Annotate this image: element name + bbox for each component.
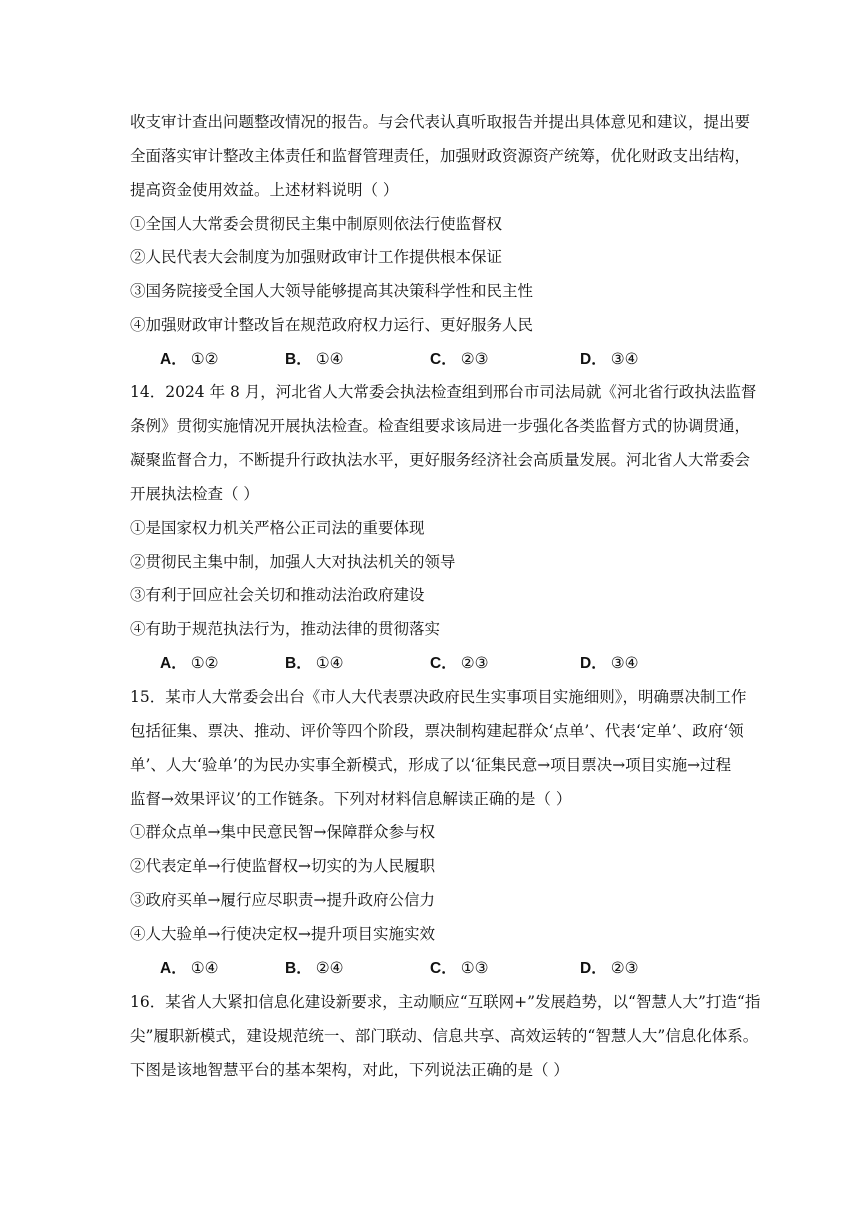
q14-stem-line-3: 凝聚监督合力，不断提升行政执法水平，更好服务经济社会高质量发展。河北省人大常委会 xyxy=(130,451,751,469)
q14-statement-4: ④有助于规范执法行为，推动法律的贯彻落实 xyxy=(130,620,441,638)
option-key: D． xyxy=(580,351,607,368)
q16-stem-line-3: 下图是该地智慧平台的基本架构，对此，下列说法正确的是（ ） xyxy=(130,1061,569,1079)
q15-option-b[interactable] xyxy=(285,958,344,979)
q13-options xyxy=(160,349,680,369)
option-value: ②③ xyxy=(460,350,489,368)
option-value: ①④ xyxy=(315,654,344,672)
option-key: A． xyxy=(160,655,187,672)
q15-statement-4: ④人大验单→行使决定权→提升项目实施实效 xyxy=(130,925,435,943)
option-key: B． xyxy=(285,351,312,368)
q15-stem-line-2: 包括征集、票决、推动、评价等四个阶段，票决制构建起群众‘点单’、代表‘定单’、政府‘领 xyxy=(130,722,744,740)
q15-option-d[interactable] xyxy=(580,958,639,979)
q13-option-b[interactable] xyxy=(285,349,344,370)
q15-stem-line-4: 监督→效果评议’的工作链条。下列对材料信息解读正确的是（ ） xyxy=(130,790,572,808)
q15-options xyxy=(160,958,680,978)
option-key: B． xyxy=(285,655,312,672)
q16-stem-line-2: 尖”履职新模式，建设规范统一、部门联动、信息共享、高效运转的“智慧人大”信息化体系。 xyxy=(130,1027,759,1045)
option-value: ①② xyxy=(190,654,219,672)
q14-options xyxy=(160,653,680,673)
option-value: ③④ xyxy=(610,654,639,672)
option-key: A． xyxy=(160,351,187,368)
option-key: A． xyxy=(160,960,187,977)
option-key: C． xyxy=(430,351,457,368)
q13-stem-line-2: 全面落实审计整改主体责任和监督管理责任，加强财政资源资产统筹，优化财政支出结构， xyxy=(130,147,751,165)
option-value: ③④ xyxy=(610,350,639,368)
q14-stem-line-4: 开展执法检查（ ） xyxy=(130,485,259,503)
q15-statement-3: ③政府买单→履行应尽职责→提升政府公信力 xyxy=(130,891,435,909)
option-value: ②③ xyxy=(460,654,489,672)
option-key: C． xyxy=(430,655,457,672)
q13-option-c[interactable] xyxy=(430,349,489,370)
q14-statement-3: ③有利于回应社会关切和推动法治政府建设 xyxy=(130,586,425,604)
option-key: D． xyxy=(580,655,607,672)
q14-statement-2: ②贯彻民主集中制，加强人大对执法机关的领导 xyxy=(130,553,456,571)
q13-stem-line-1: 收支审计查出问题整改情况的报告。与会代表认真听取报告并提出具体意见和建议，提出要 xyxy=(130,113,751,131)
q13-option-d[interactable] xyxy=(580,349,639,370)
q14-option-b[interactable] xyxy=(285,653,344,674)
q13-stem-line-3: 提高资金使用效益。上述材料说明（ ） xyxy=(130,181,399,199)
option-key: C． xyxy=(430,960,457,977)
q15-stem-line-1: 15．某市人大常委会出台《市人大代表票决政府民生实事项目实施细则》，明确票决制工作 xyxy=(130,688,747,706)
option-value: ①④ xyxy=(190,959,219,977)
q14-statement-1: ①是国家权力机关严格公正司法的重要体现 xyxy=(130,519,425,537)
q14-option-d[interactable] xyxy=(580,653,639,674)
option-value: ①③ xyxy=(460,959,489,977)
option-value: ①② xyxy=(190,350,219,368)
q15-stem-line-3: 单’、人大‘验单’的为民办实事全新模式，形成了以‘征集民意→项目票决→项目实施→过程 xyxy=(130,756,732,774)
option-value: ②④ xyxy=(315,959,344,977)
q15-statement-1: ①群众点单→集中民意民智→保障群众参与权 xyxy=(130,823,435,841)
q13-option-a[interactable] xyxy=(160,349,219,370)
q16-stem-line-1: 16．某省人大紧扣信息化建设新要求，主动顺应“互联网+”发展趋势，以“智慧人大”打造“指 xyxy=(130,993,761,1011)
q13-statement-4: ④加强财政审计整改旨在规范政府权力运行、更好服务人民 xyxy=(130,316,534,334)
q15-option-a[interactable] xyxy=(160,958,219,979)
q15-option-c[interactable] xyxy=(430,958,489,979)
option-key: D． xyxy=(580,960,607,977)
q14-stem-line-1: 14．2024 年 8 月，河北省人大常委会执法检查组到邢台市司法局就《河北省行政执法监督 xyxy=(130,383,757,401)
q15-statement-2: ②代表定单→行使监督权→切实的为人民履职 xyxy=(130,857,435,875)
q13-statement-1: ①全国人大常委会贯彻民主集中制原则依法行使监督权 xyxy=(130,215,503,233)
q14-stem-line-2: 条例》贯彻实施情况开展执法检查。检查组要求该局进一步强化各类监督方式的协调贯通， xyxy=(130,417,751,435)
option-value: ①④ xyxy=(315,350,344,368)
option-value: ②③ xyxy=(610,959,639,977)
q13-statement-3: ③国务院接受全国人大领导能够提高其决策科学性和民主性 xyxy=(130,282,534,300)
q14-option-a[interactable] xyxy=(160,653,219,674)
q13-statement-2: ②人民代表大会制度为加强财政审计工作提供根本保证 xyxy=(130,248,503,266)
option-key: B． xyxy=(285,960,312,977)
q14-option-c[interactable] xyxy=(430,653,489,674)
